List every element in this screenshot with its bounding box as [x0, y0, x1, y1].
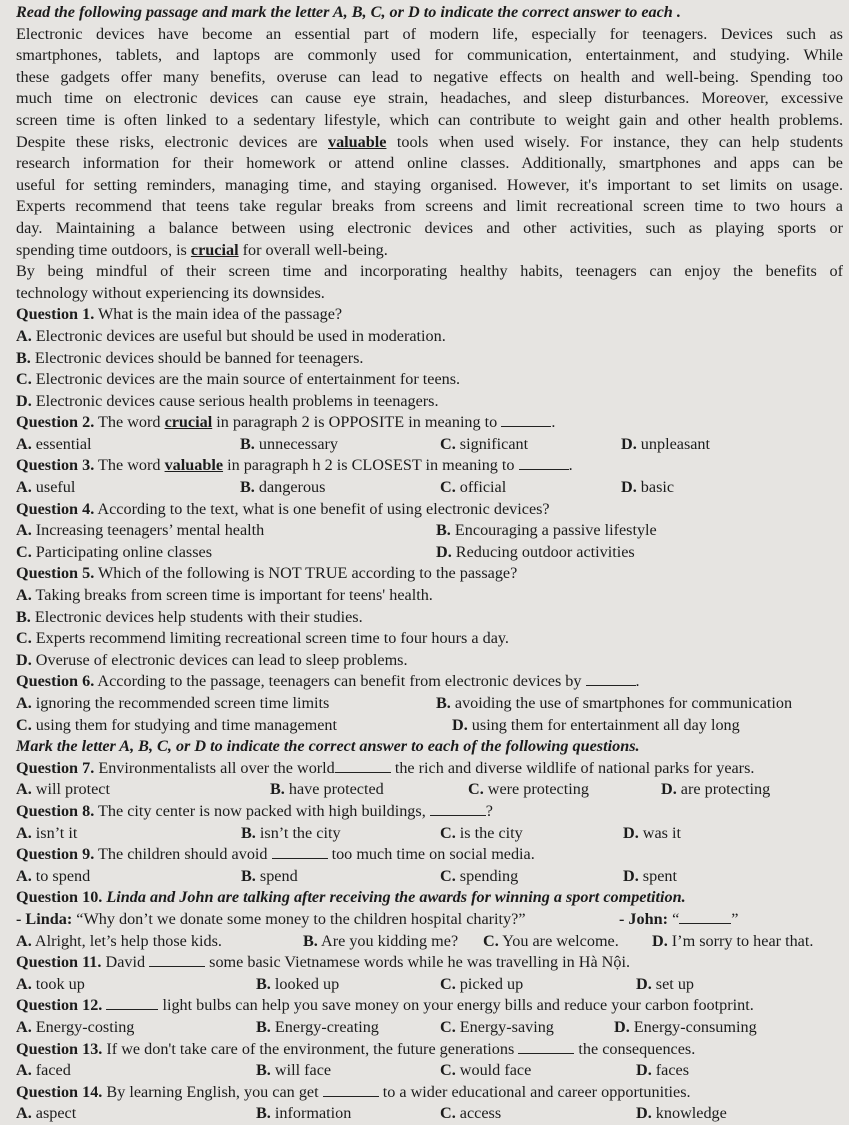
- q11-option-c[interactable]: C. picked up: [440, 974, 524, 993]
- reading-instruction: Read the following passage and mark the letter A, B, C, or D to indicate the correct answer to each .: [16, 3, 681, 21]
- passage-line: smartphones, tablets, and laptops are commonly used for communication, entertainment, and studying. While: [16, 46, 843, 65]
- question-2-stem: Question 2. The word crucial in paragraph 2 is OPPOSITE in meaning to .: [16, 413, 556, 432]
- q12-options: [16, 1017, 843, 1039]
- q10-dialogue: - Linda: “Why don’t we donate some money to the children hospital charity?” - John: “ ”: [16, 909, 739, 928]
- question-6-stem: Question 6. According to the passage, teenagers can benefit from electronic devices by .: [16, 672, 640, 691]
- q9-option-c[interactable]: C. spending: [440, 866, 519, 885]
- passage-line: research information for their homework or attend online classes. Additionally, smartphones and apps can be: [16, 154, 843, 173]
- question-13-stem: Question 13. If we don't take care of the environment, the future generations the consequences.: [16, 1039, 696, 1058]
- q11-options: [16, 974, 843, 996]
- q12-option-c[interactable]: C. Energy-saving: [440, 1017, 554, 1036]
- q13-option-a[interactable]: A. faced: [16, 1061, 71, 1080]
- q6-option-a[interactable]: A. ignoring the recommended screen time limits: [16, 694, 330, 712]
- q8-option-c[interactable]: C. is the city: [440, 823, 523, 842]
- q11-option-b[interactable]: B. looked up: [256, 974, 340, 993]
- q14-option-a[interactable]: A. aspect: [16, 1104, 77, 1123]
- q8-options: [16, 823, 843, 845]
- q12-option-b[interactable]: B. Energy-creating: [256, 1017, 379, 1036]
- question-14-stem: Question 14. By learning English, you can get to a wider educational and career opportunities.: [16, 1082, 691, 1101]
- underlined-word-valuable: valuable: [327, 132, 387, 151]
- question-10-stem: Question 10. Linda and John are talking after receiving the awards for winning a sport competition.: [16, 888, 686, 907]
- q6-option-c[interactable]: C. using them for studying and time management: [16, 715, 338, 734]
- question-5-stem: Question 5. Which of the following is NOT TRUE according to the passage?: [16, 564, 518, 583]
- q4-option-b[interactable]: B. Encouraging a passive lifestyle: [436, 521, 657, 540]
- passage-line: technology without experiencing its downsides.: [16, 283, 325, 302]
- q13-option-c[interactable]: C. would face: [440, 1061, 532, 1080]
- q7-option-b[interactable]: B. have protected: [270, 780, 384, 799]
- underlined-word-crucial: crucial: [190, 240, 239, 259]
- q1-option-c[interactable]: C. Electronic devices are the main source of entertainment for teens.: [16, 370, 461, 389]
- passage-line: Electronic devices have become an essential part of modern life, especially for teenagers. Devices such as: [16, 24, 843, 43]
- answer-blank[interactable]: [430, 801, 486, 816]
- q1-option-d[interactable]: D. Electronic devices cause serious health problems in teenagers.: [16, 391, 439, 410]
- q7-option-c[interactable]: C. were protecting: [468, 780, 589, 799]
- answer-blank[interactable]: [518, 1039, 574, 1054]
- q2-option-b[interactable]: B. unnecessary: [240, 434, 339, 453]
- q14-option-d[interactable]: D. knowledge: [636, 1104, 727, 1123]
- q1-option-a[interactable]: A. Electronic devices are useful but should be used in moderation.: [16, 326, 446, 345]
- q10-options: [16, 931, 843, 953]
- answer-blank[interactable]: [323, 1082, 379, 1097]
- q2-option-d[interactable]: D. unpleasant: [621, 434, 711, 453]
- question-12-stem: Question 12. light bulbs can help you save money on your energy bills and reduce your carbon footprint.: [16, 996, 754, 1015]
- q8-option-d[interactable]: D. was it: [623, 823, 682, 842]
- q3-options: [16, 477, 843, 499]
- answer-blank[interactable]: [501, 412, 551, 427]
- q9-option-d[interactable]: D. spent: [623, 866, 677, 885]
- q8-option-a[interactable]: A. isn’t it: [16, 823, 78, 842]
- q11-option-a[interactable]: A. took up: [16, 974, 85, 993]
- question-11-stem: Question 11. David some basic Vietnamese words while he was travelling in Hà Nội.: [16, 953, 631, 972]
- q4-options-row1: [16, 520, 843, 542]
- q10-option-c[interactable]: C. You are welcome.: [483, 931, 619, 950]
- question-3-stem: Question 3. The word valuable in paragraph h 2 is CLOSEST in meaning to .: [16, 456, 573, 475]
- q4-option-a[interactable]: A. Increasing teenagers’ mental health: [16, 521, 265, 540]
- passage-line: these gadgets offer many benefits, overuse can lead to negative effects on health and well-being. Spending too: [16, 67, 843, 86]
- passage-line: Despite these risks, electronic devices are valuable tools when used wisely. For instance, they can help students: [16, 132, 843, 151]
- q1-option-b[interactable]: B. Electronic devices should be banned for teenagers.: [16, 348, 364, 367]
- q6-options-row1: [16, 693, 843, 715]
- reading-passage: [16, 24, 843, 305]
- q10-option-d[interactable]: D. I’m sorry to hear that.: [652, 931, 814, 950]
- q4-options-row2: [16, 542, 843, 564]
- answer-blank[interactable]: [679, 909, 731, 924]
- question-8-stem: Question 8. The city center is now packed with high buildings, ?: [16, 801, 493, 820]
- q13-option-d[interactable]: D. faces: [636, 1061, 690, 1080]
- q5-option-d[interactable]: D. Overuse of electronic devices can lead to sleep problems.: [16, 650, 408, 669]
- q5-option-c[interactable]: C. Experts recommend limiting recreational screen time to four hours a day.: [16, 629, 509, 648]
- q5-option-a[interactable]: A. Taking breaks from screen time is important for teens' health.: [16, 586, 433, 605]
- answer-blank[interactable]: [272, 844, 328, 859]
- question-7-stem: Question 7. Environmentalists all over the world the rich and diverse wildlife of national parks for years.: [16, 758, 755, 777]
- answer-blank[interactable]: [106, 995, 158, 1010]
- q2-option-c[interactable]: C. significant: [440, 434, 529, 453]
- passage-line: day. Maintaining a balance between using electronic devices and other activities, such as playing sports or: [16, 218, 843, 237]
- q9-options: [16, 866, 843, 888]
- q13-options: [16, 1060, 843, 1082]
- q2-options: [16, 434, 843, 456]
- q11-option-d[interactable]: D. set up: [636, 974, 695, 993]
- q4-option-d[interactable]: D. Reducing outdoor activities: [436, 542, 635, 561]
- q6-option-b[interactable]: B. avoiding the use of smartphones for communication: [436, 694, 793, 712]
- passage-line: Experts recommend that teens take regular breaks from screens and limit recreational screen time to two hours a: [16, 197, 843, 216]
- q6-option-d[interactable]: D. using them for entertainment all day long: [452, 715, 740, 734]
- grammar-instruction: Mark the letter A, B, C, or D to indicate the correct answer to each of the following questions.: [16, 737, 640, 756]
- q5-option-b[interactable]: B. Electronic devices help students with their studies.: [16, 607, 363, 626]
- q14-options: [16, 1103, 843, 1125]
- question-9-stem: Question 9. The children should avoid too much time on social media.: [16, 845, 535, 864]
- passage-line: screen time is often linked to a sedentary lifestyle, which can contribute to weight gain and other health problems.: [16, 110, 843, 129]
- q7-option-d[interactable]: D. are protecting: [661, 780, 771, 799]
- q6-options-row2: [16, 715, 843, 737]
- q3-option-b[interactable]: B. dangerous: [240, 478, 326, 497]
- passage-line: By being mindful of their screen time and incorporating healthy habits, teenagers can enjoy the benefits of: [16, 262, 843, 281]
- q7-option-a[interactable]: A. will protect: [16, 780, 110, 799]
- q3-option-c[interactable]: C. official: [440, 478, 507, 497]
- q8-option-b[interactable]: B. isn’t the city: [241, 823, 341, 842]
- q12-option-a[interactable]: A. Energy-costing: [16, 1017, 135, 1036]
- answer-blank[interactable]: [586, 671, 636, 686]
- q10-option-a[interactable]: A. Alright, let’s help those kids.: [16, 931, 222, 950]
- q14-option-c[interactable]: C. access: [440, 1104, 502, 1123]
- answer-blank[interactable]: [519, 455, 569, 470]
- question-1-stem: Question 1. What is the main idea of the passage?: [16, 305, 343, 324]
- q12-option-d[interactable]: D. Energy-consuming: [614, 1017, 757, 1036]
- passage-line: useful for setting reminders, managing time, and staying organised. However, it's important to set limits on usage.: [16, 175, 843, 194]
- answer-blank[interactable]: [149, 952, 205, 967]
- question-4-stem: Question 4. According to the text, what is one benefit of using electronic devices?: [16, 499, 550, 518]
- q3-option-d[interactable]: D. basic: [621, 478, 675, 497]
- q9-option-a[interactable]: A. to spend: [16, 866, 91, 885]
- q9-option-b[interactable]: B. spend: [241, 866, 298, 885]
- q4-option-c[interactable]: C. Participating online classes: [16, 542, 213, 561]
- q3-option-a[interactable]: A. useful: [16, 478, 76, 497]
- passage-line: spending time outdoors, is crucial for overall well-being.: [16, 240, 388, 259]
- q10-option-b[interactable]: B. Are you kidding me?: [303, 931, 459, 950]
- q13-option-b[interactable]: B. will face: [256, 1061, 332, 1080]
- passage-line: much time on electronic devices can cause eye strain, headaches, and sleep disturbances. Moreover, excessive: [16, 89, 843, 108]
- answer-blank[interactable]: [335, 758, 391, 773]
- q2-option-a[interactable]: A. essential: [16, 434, 92, 453]
- q14-option-b[interactable]: B. information: [256, 1104, 352, 1123]
- q7-options: [16, 779, 843, 801]
